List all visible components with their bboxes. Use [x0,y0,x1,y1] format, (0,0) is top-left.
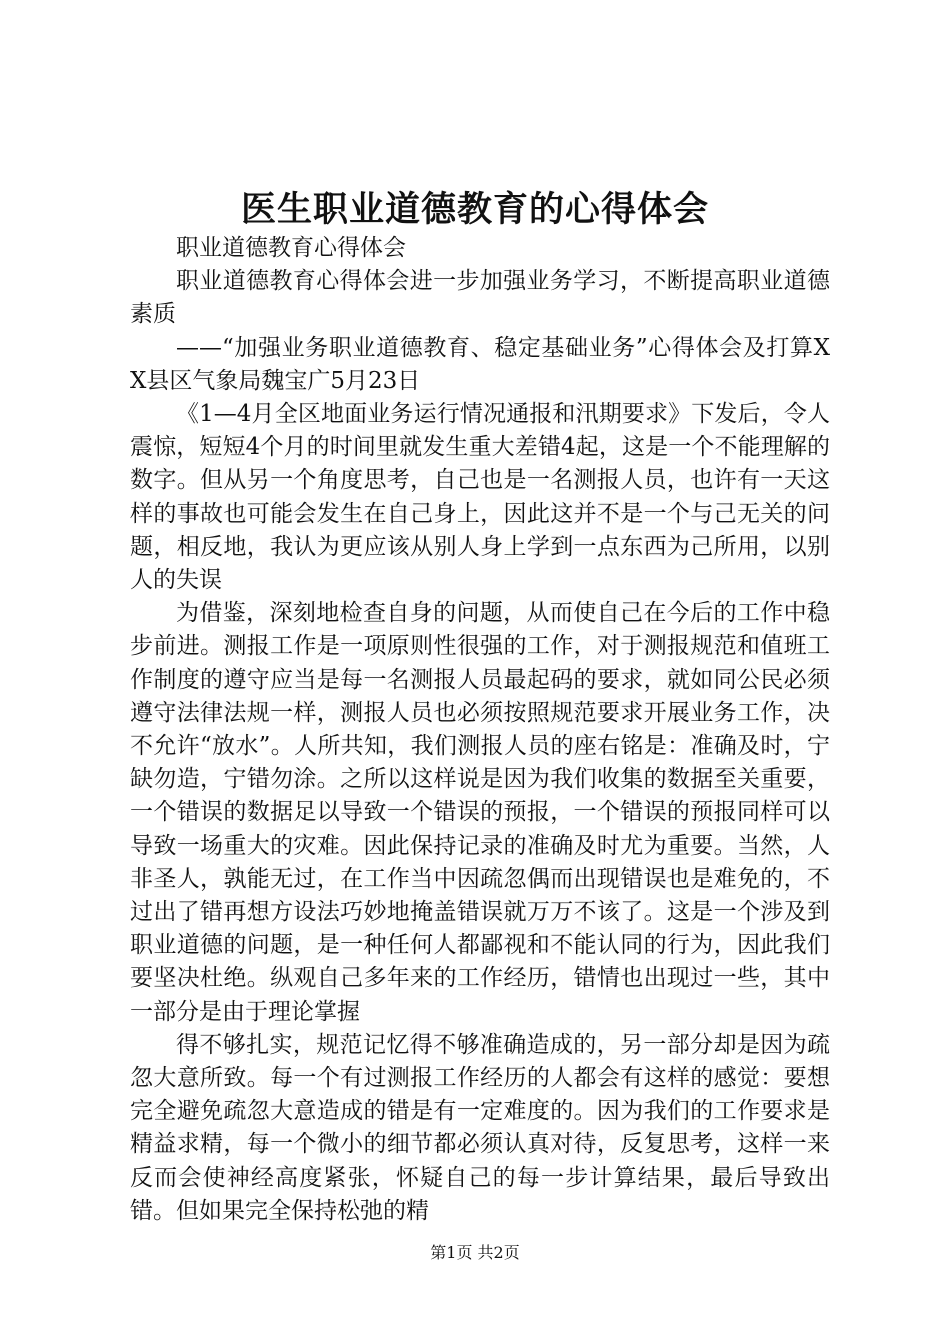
document-body [130,232,830,1228]
paragraph: 为借鉴，深刻地检查自身的问题，从而使自己在今后的工作中稳步前进。测报工作是一项原则性很强的工作，对于测报规范和值班工作制度的遵守应当是每一名测报人员最起码的要求，就如同公民必须遵守法律法规一样，测报人员也必须按照规范要求开展业务工作，决不允许“放水”。人所共知，我们测报人员的座右铭是：准确及时，宁缺勿造，宁错勿涂。之所以这样说是因为我们收集的数据至关重要，一个错误的数据足以导致一个错误的预报，一个错误的预报同样可以导致一场重大的灾难。因此保持记录的准确及时尤为重要。当然，人非圣人，孰能无过，在工作当中因疏忽偶而出现错误也是难免的，不过出了错再想方设法巧妙地掩盖错误就万万不该了。这是一个涉及到职业道德的问题，是一种任何人都鄙视和不能认同的行为，因此我们要坚决杜绝。纵观自己多年来的工作经历，错情也出现过一些，其中一部分是由于理论掌握 [130,600,830,1025]
document-title: 医生职业道德教育的心得体会 [240,189,709,230]
paragraph: 职业道德教育心得体会 [176,235,406,261]
paragraph: 职业道德教育心得体会进一步加强业务学习，不断提高职业道德素质 [130,268,830,328]
paragraph: ——“加强业务职业道德教育、稳定基础业务”心得体会及打算XX县区气象局魏宝广5月23日 [130,334,830,394]
paragraph: 《1—4月全区地面业务运行情况通报和汛期要求》下发后，令人震惊，短短4个月的时间里就发生重大差错4起，这是一个不能理解的数字。但从另一个角度思考，自己也是一名测报人员，也许有一天这样的事故也可能会发生在自己身上，因此这并不是一个与己无关的问题，相反地，我认为更应该从别人身上学到一点东西为己所用，以别人的失误 [130,401,830,594]
page-footer: 第1页 共2页 [430,1243,520,1262]
paragraph: 得不够扎实，规范记忆得不够准确造成的，另一部分却是因为疏忽大意所致。每一个有过测报工作经历的人都会有这样的感觉：要想完全避免疏忽大意造成的错是有一定难度的。因为我们的工作要求是精益求精，每一个微小的细节都必须认真对待，反复思考，这样一来反而会使神经高度紧张，怀疑自己的每一步计算结果，最后导致出错。但如果完全保持松弛的精 [130,1031,830,1224]
